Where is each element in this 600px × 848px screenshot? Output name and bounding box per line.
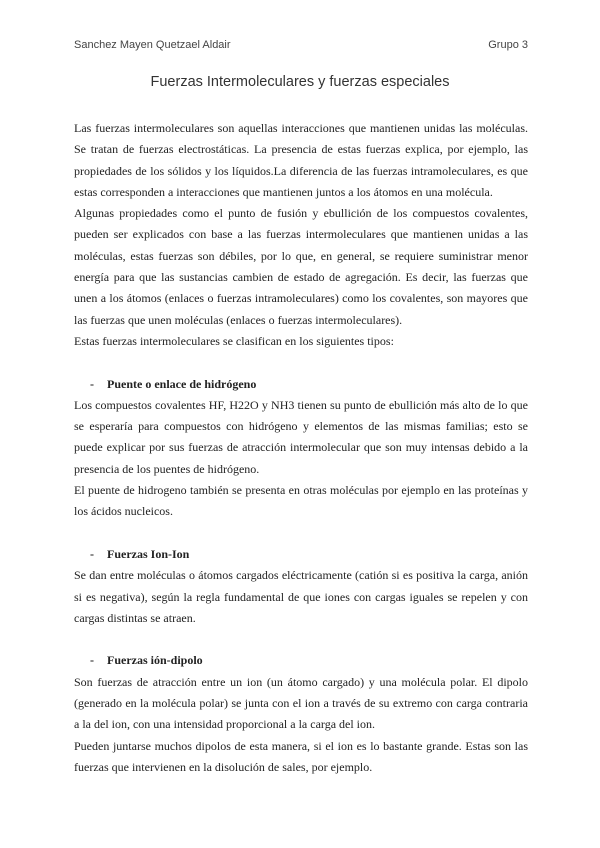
header-group: Grupo 3 — [488, 39, 528, 51]
hydrogen-paragraph-2: El puente de hidrogeno también se presenta en otras moléculas por ejemplo en las proteínas y los ácidos nucleicos. — [74, 483, 528, 519]
intro-paragraph-3: Estas fuerzas intermoleculares se clasifican en los siguientes tipos: — [74, 333, 394, 348]
document-title: Fuerzas Intermoleculares y fuerzas especiales — [150, 74, 450, 90]
bullet-dash: - — [90, 376, 94, 391]
section-heading-hydrogen — [74, 374, 528, 395]
section-heading-text: Fuerzas Ion-Ion — [107, 546, 190, 561]
intro-paragraph-2: Algunas propiedades como el punto de fusión y ebullición de los compuestos covalentes, pueden ser explicados con base a las fuerzas intermoleculares que mantienen unidas a las moléculas, estas fuerzas son débiles, por lo que, en general, se requiere suministrar menor energía para que las sustancias cambien de estado de agregación. Es decir, las fuerzas que unen a los átomos (enlaces o fuerzas intramoleculares) como los covalentes, son mayores que las fuerzas que unen moléculas (enlaces o fuerzas intermoleculares). — [74, 206, 528, 327]
section-heading-ion-dipole — [74, 650, 528, 671]
hydrogen-paragraph-1: Los compuestos covalentes HF, H22O y NH3 tienen su punto de ebullición más alto de lo que se esperaría para compuestos con hidrógeno y elementos de las mismas familias; esto se puede explicar por sus fuerzas de atracción intermolecular que son muy intensas debido a la presencia de los puentes de hidrógeno. — [74, 397, 528, 476]
section-heading-text: Fuerzas ión-dipolo — [107, 653, 203, 668]
header-author: Sanchez Mayen Quetzael Aldair — [74, 39, 231, 51]
section-heading-text: Puente o enlace de hidrógeno — [107, 376, 257, 391]
ion-dipole-paragraph-1: Son fuerzas de atracción entre un ion (un átomo cargado) y una molécula polar. El dipolo (generado en la molécula polar) se junta con el ion a través de su extremo con carga contraria a la del ion, con una intensidad proporcional a la carga del ion. — [74, 674, 528, 732]
bullet-dash: - — [90, 546, 94, 561]
ion-dipole-paragraph-2: Pueden juntarse muchos dipolos de esta manera, si el ion es lo bastante grande. Estas son las fuerzas que intervienen en la disolución de sales, por ejemplo. — [74, 738, 528, 774]
section-heading-ion-ion — [74, 544, 528, 565]
intro-paragraph-1: Las fuerzas intermoleculares son aquellas interacciones que mantienen unidas las moléculas. Se tratan de fuerzas electrostáticas. La presencia de estas fuerzas explica, por ejemplo, las propiedades de los sólidos y los líquidos.La diferencia de las fuerzas intramoleculares, es que estas corresponden a interacciones que mantienen juntos a los átomos en una molécula. — [74, 121, 528, 199]
document-body — [74, 118, 528, 778]
ion-ion-paragraph-1: Se dan entre moléculas o átomos cargados eléctricamente (catión si es positiva la carga, anión si es negativa), según la regla fundamental de que iones con cargas iguales se repelen y con cargas distintas se atraen. — [74, 568, 528, 625]
bullet-dash: - — [90, 653, 94, 668]
